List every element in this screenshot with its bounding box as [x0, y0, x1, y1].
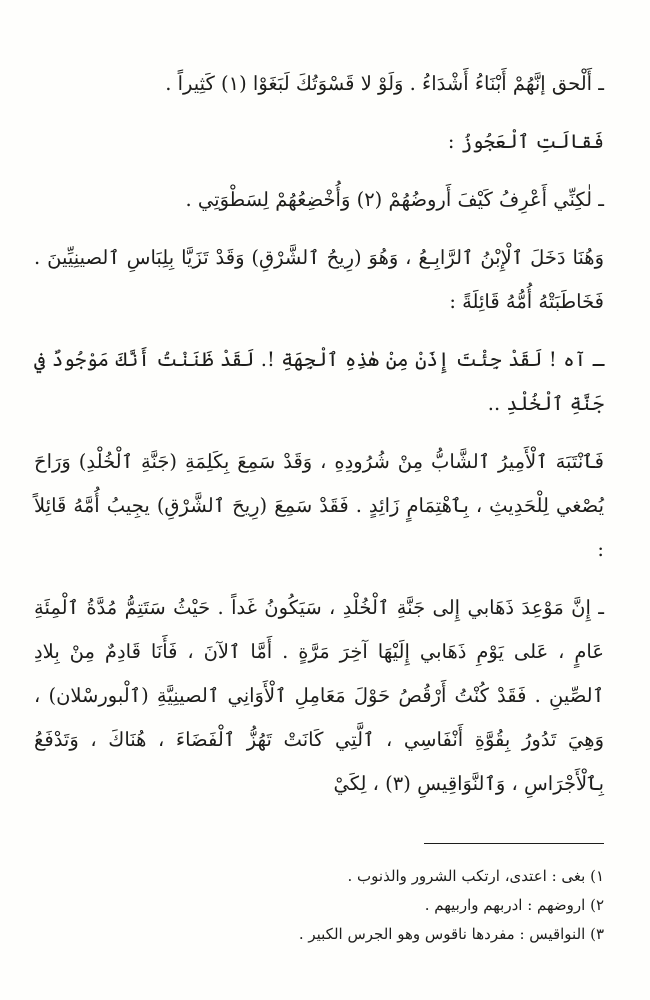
paragraph-7: ـ إِنَّ مَوْعِدَ ذَهَابي إِلى جَنَّةِ ٱلْخُلْدِ ، سَيَكُونُ غَداً . حَيْثُ سَتَتِمُّ مُدَّةُ ٱلْمِئَةِ عَامٍ ، عَلى يَوْمِ ذَهَابي إِلَيْهَا آخِرَ مَرَّةٍ . أَمَّا ٱلآنَ ، فَأَنَا قَادِمٌ مِنْ بِلادِ ٱلصِّينِ . فَقَدْ كُنْتُ أَرْقُصُ حَوْلَ مَعَامِلِ ٱلْأَوَانِي ٱلصينِيَّةِ (ٱلْبورسْلان) ، وَهِيَ تَدُورُ بِقُوَّةِ أَنْفَاسِي ، ٱلَّتِي كَانَتْ تَهُزُّ ٱلْفَضَاءَ ، هُنَاكَ ، وَتَدْفَعُ بِٱلْأَجْرَاسِ ، وَٱلنَّوَاقِيسِ (٣) ، لِكَيْ: [34, 596, 605, 795]
footnote-divider: [424, 843, 604, 844]
footnote-2: ٢) اروضهم : ادربهم واربيهم .: [424, 896, 604, 914]
paragraph-5: ـ آه ! لَقَدْ جِئْتَ إِذَنْ مِنْ هٰذِهِ ٱلْجِهَةِ !. لَقَدْ ظَنَنْتُ أَنَّكَ مَوْجُودٌ في جَنَّةِ ٱلْخُلْدِ ..: [34, 348, 604, 415]
footnote-1: ١) بغى : اعتدى، ارتكب الشرور والذنوب .: [347, 867, 604, 885]
footnote-3: ٣) النواقيس : مفردها ناقوس وهو الجرس الكبير .: [298, 925, 604, 943]
paragraph-4: وَهُنَا دَخَلَ ٱلْإِبْنُ ٱلرَّابِـعُ ، وَهُوَ (رِيحُ ٱلشَّرْقِ) وَقَدْ تَزَيَّا بِلِبَاسِ ٱلصينِيِّينَ . فَخَاطَبَتْهُ أُمُّهُ قَائِلَةً :: [34, 246, 604, 313]
paragraph-1: ـ أَلْحق إنَّهُمْ أَبْنَاءُ أَشْدَاءُ . وَلَوْ لا قَسْوَتُكَ لَبَغَوْا (١) كَثِيراً .: [165, 72, 604, 95]
paragraph-3: ـ لٰكِنِّي أَعْرِفُ كَيْفَ أَروضُهُمْ (٢) وَأُخْضِعُهُمْ لِسَطْوَتِي .: [185, 188, 604, 211]
paragraph-2: فَقالَتِ ٱلْعَجُوزُ :: [447, 130, 604, 153]
footnotes: [44, 862, 604, 949]
body-text: [34, 62, 604, 806]
paragraph-6: فَٱنْتَبَهَ ٱلْأَمِيرُ ٱلشَّابُّ مِنْ شُرُودِهِ ، وَقَدْ سَمِعَ بِكَلِمَةِ (جَنَّةِ ٱلْخُلْدِ) وَرَاحَ يُصْغي لِلْحَدِيثِ ، بِٱهْتِمَامٍ زَائِدٍ . فَقَدْ سَمِعَ (رِيحَ ٱلشَّرْقِ) يجِيبُ أُمَّهُ قَائِلاً :: [34, 450, 604, 561]
